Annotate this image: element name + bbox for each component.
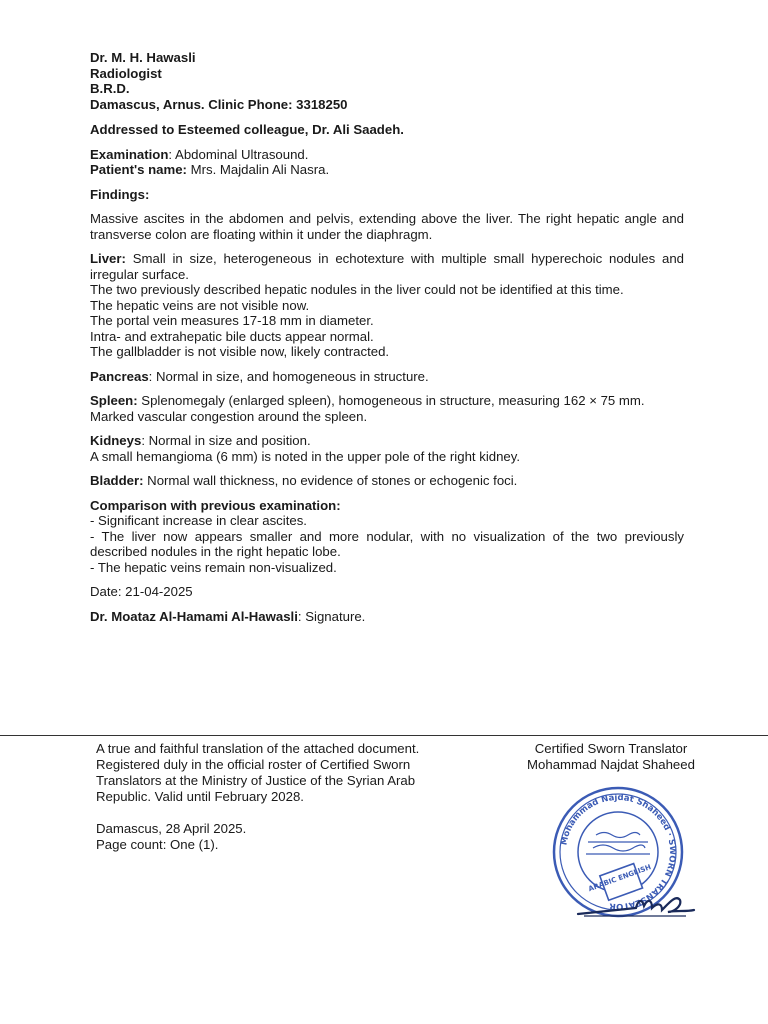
examination-value: : Abdominal Ultrasound. <box>168 146 309 162</box>
doctor-title: Radiologist <box>90 65 162 81</box>
liver-label: Liver: <box>90 251 126 266</box>
patient-line <box>90 162 684 178</box>
translation-page-count: Page count: One (1). <box>96 837 219 852</box>
translator-name: Mohammad Najdat Shaheed <box>527 757 695 772</box>
spleen-section <box>90 393 684 424</box>
stamp-ring-text: Mohammad Najdat Shaheed · SWORN TRANSLATOR <box>559 792 678 912</box>
translation-line: A true and faithful translation of the attached document. <box>96 741 420 756</box>
signature-line: Dr. Moataz Al-Hamami Al-Hawasli: Signature. <box>90 608 366 624</box>
liver-first: Liver: Small in size, heterogeneous in echotexture with multiple small hyperechoic nodules and irregular surface. <box>90 251 684 282</box>
comparison-heading: Comparison with previous examination: <box>90 497 341 513</box>
exam-patient-block <box>90 147 684 178</box>
kidneys-section <box>90 433 684 464</box>
addressed-to: Addressed to Esteemed colleague, Dr. Ali Saadeh. <box>90 122 404 137</box>
bladder-line: Bladder: Normal wall thickness, no evidence of stones or echogenic foci. <box>90 473 518 488</box>
patient-value: Mrs. Majdalin Ali Nasra. <box>186 162 330 177</box>
liver-line: The hepatic veins are not visible now. <box>90 297 310 313</box>
translation-certification <box>96 741 496 853</box>
handwritten-signature-icon <box>576 890 696 920</box>
liver-line: The two previously described hepatic nodules in the liver could not be identified at this time. <box>90 282 624 297</box>
doctor-name: Dr. M. H. Hawasli <box>90 50 196 65</box>
findings-heading: Findings: <box>90 186 150 202</box>
translator-title: Certified Sworn Translator <box>534 741 688 756</box>
doctor-degree: B.R.D. <box>90 81 130 96</box>
liver-line: The gallbladder is not visible now, likely contracted. <box>90 344 390 359</box>
liver-line: The portal vein measures 17-18 mm in diameter. <box>90 313 374 328</box>
comparison-section <box>90 498 684 576</box>
translation-line: Translators at the Ministry of Justice of the Syrian Arab <box>96 773 416 788</box>
kidneys-label: Kidneys <box>90 433 142 448</box>
translator-block <box>506 741 716 773</box>
liver-line: Intra- and extrahepatic bile ducts appear normal. <box>90 328 374 344</box>
comparison-item: - The liver now appears smaller and more nodular, with no visualization of the two previously described nodules in the right hepatic lobe. <box>90 528 684 559</box>
spleen-label: Spleen: <box>90 393 138 408</box>
kidneys-extra: A small hemangioma (6 mm) is noted in the upper pole of the right kidney. <box>90 448 521 464</box>
kidneys-line: Kidneys: Normal in size and position. <box>90 433 311 448</box>
translation-line: Republic. Valid until February 2028. <box>96 789 304 804</box>
pancreas-line: Pancreas: Normal in size, and homogeneous in structure. <box>90 368 429 384</box>
pancreas-label: Pancreas <box>90 368 149 384</box>
translation-line: Registered duly in the official roster of Certified Sworn <box>96 757 411 772</box>
letterhead <box>90 50 684 112</box>
findings-intro: Massive ascites in the abdomen and pelvis, extending above the liver. The right hepatic angle and transverse colon are floating within it under the diaphragm. <box>90 211 684 242</box>
bladder-label: Bladder: <box>90 473 144 488</box>
translation-place-date: Damascus, 28 April 2025. <box>96 821 247 836</box>
liver-section <box>90 251 684 360</box>
spleen-extra: Marked vascular congestion around the spleen. <box>90 408 368 424</box>
report-body <box>90 50 684 624</box>
comparison-item: - Significant increase in clear ascites. <box>90 513 307 528</box>
examination-label: Examination <box>90 146 169 162</box>
stamp-center-text: ARABIC ENGLISH <box>587 863 653 894</box>
patient-label: Patient's name: <box>90 162 187 177</box>
report-date: Date: 21-04-2025 <box>90 584 193 599</box>
examination-line <box>90 147 684 163</box>
signer-name: Dr. Moataz Al-Hamami Al-Hawasli <box>90 608 298 624</box>
comparison-item: - The hepatic veins remain non-visualized. <box>90 559 337 575</box>
clinic-address-phone: Damascus, Arnus. Clinic Phone: 3318250 <box>90 96 348 112</box>
spleen-line: Spleen: Splenomegaly (enlarged spleen), homogeneous in structure, measuring 162 × 75 mm. <box>90 393 645 408</box>
divider-rule <box>0 735 768 736</box>
